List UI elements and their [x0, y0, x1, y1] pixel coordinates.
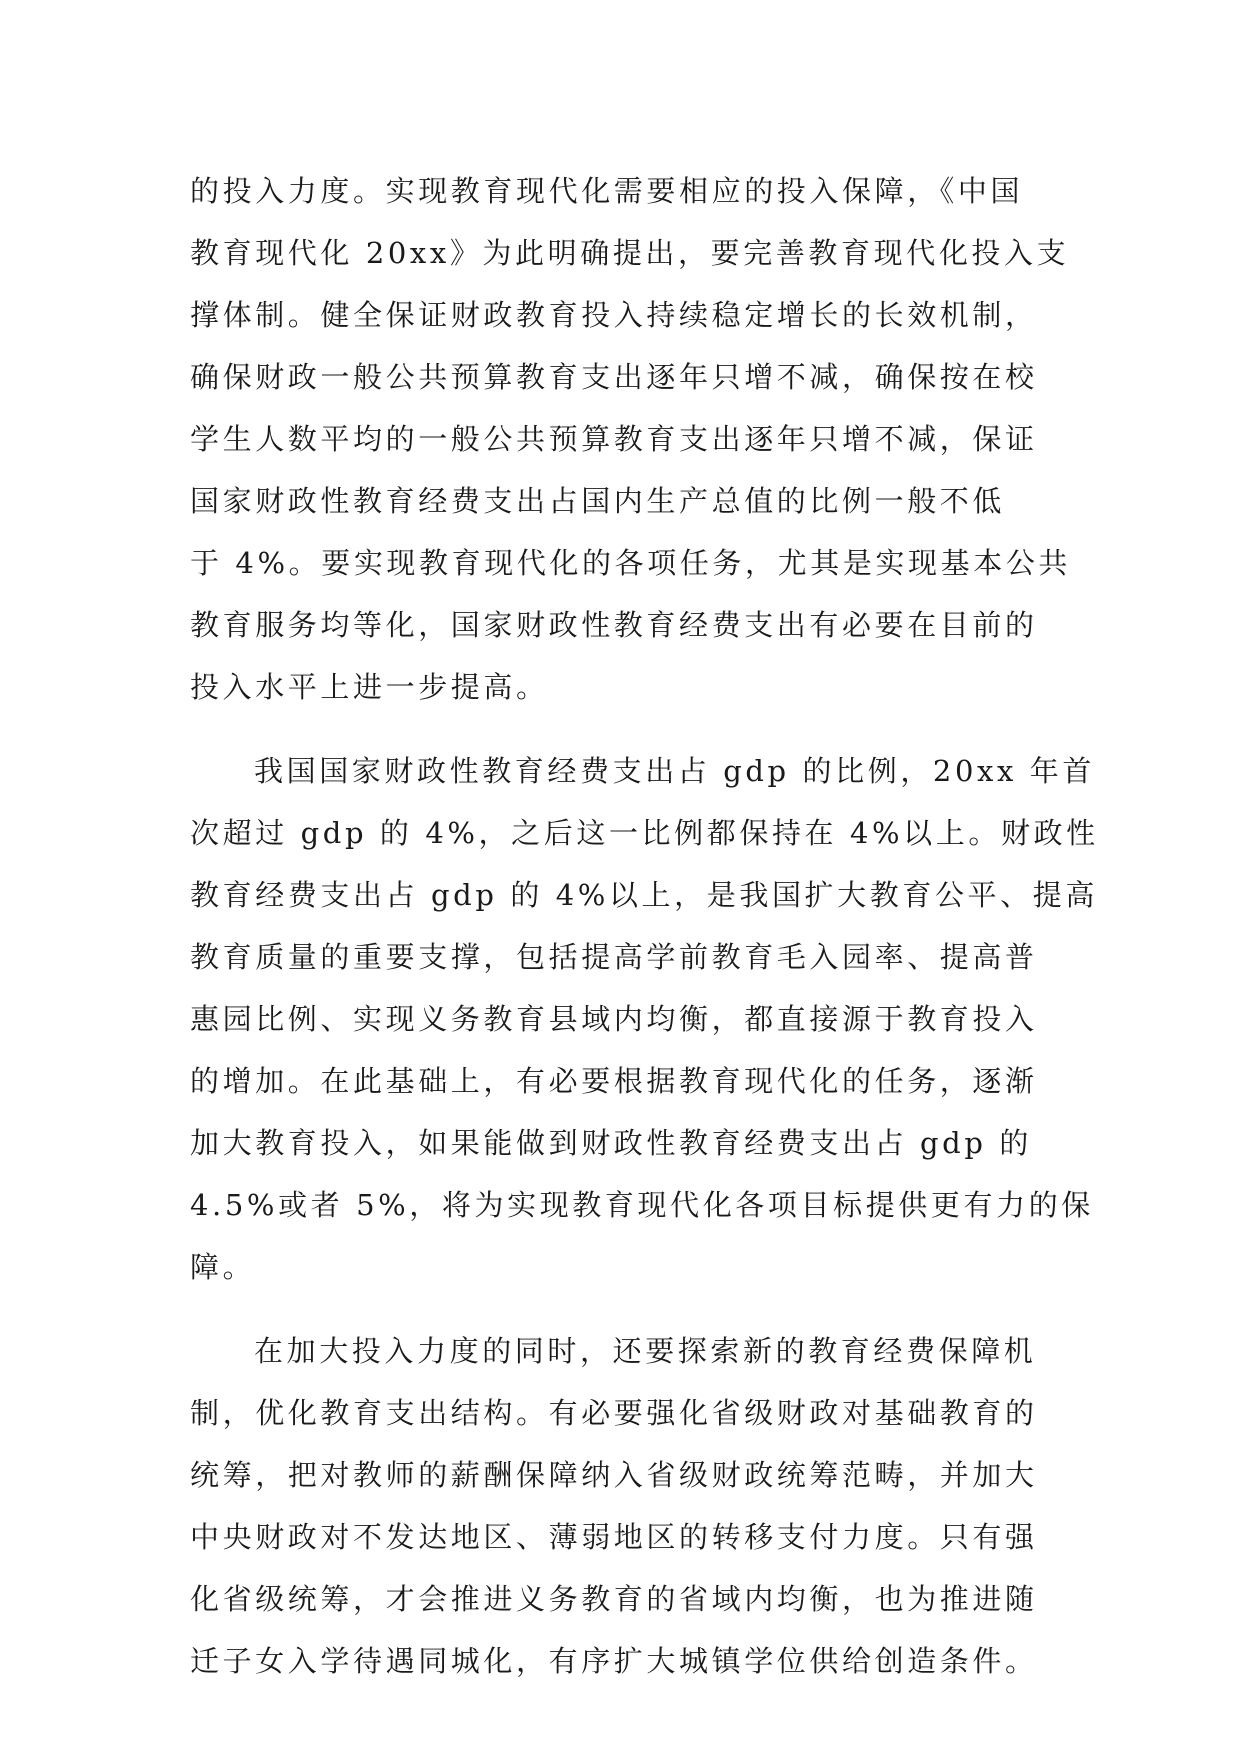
text-line: 我国国家财政性教育经费支出占 gdp 的比例，20xx 年首: [254, 754, 1095, 788]
paragraph-spacer: [190, 718, 1070, 740]
document-body: [190, 160, 1099, 1692]
text-line: 化省级统筹，才会推进义务教育的省域内均衡，也为推进随: [190, 1582, 1038, 1616]
text-line: 国家财政性教育经费支出占国内生产总值的比例一般不低: [190, 484, 1006, 518]
text-line: 教育现代化 20xx》为此明确提出，要完善教育现代化投入支: [190, 236, 1070, 270]
text-line: 教育经费支出占 gdp 的 4%以上，是我国扩大教育公平、提高: [190, 878, 1098, 912]
paragraph-3: [190, 1320, 1070, 1692]
text-line: 于 4%。要实现教育现代化的各项任务，尤其是实现基本公共: [190, 546, 1072, 580]
text-line: 的投入力度。实现教育现代化需要相应的投入保障，《中国: [190, 174, 1024, 208]
paragraph-2: [190, 740, 1099, 1298]
text-line: 障。: [190, 1250, 256, 1284]
text-line: 统筹，把对教师的薪酬保障纳入省级财政统筹范畴，并加大: [190, 1458, 1038, 1492]
text-line: 惠园比例、实现义务教育县域内均衡，都直接源于教育投入: [190, 1002, 1038, 1036]
text-line: 中央财政对不发达地区、薄弱地区的转移支付力度。只有强: [190, 1520, 1038, 1554]
text-line: 迁子女入学待遇同城化，有序扩大城镇学位供给创造条件。: [190, 1644, 1038, 1678]
text-line: 确保财政一般公共预算教育支出逐年只增不减，确保按在校: [190, 360, 1038, 394]
text-line: 在加大投入力度的同时，还要探索新的教育经费保障机: [254, 1334, 1037, 1368]
text-line: 4.5%或者 5%，将为实现教育现代化各项目标提供更有力的保: [190, 1188, 1094, 1222]
text-line: 学生人数平均的一般公共预算教育支出逐年只增不减，保证: [190, 422, 1038, 456]
text-line: 教育质量的重要支撑，包括提高学前教育毛入园率、提高普: [190, 940, 1038, 974]
text-line: 教育服务均等化，国家财政性教育经费支出有必要在目前的: [190, 608, 1038, 642]
text-line: 的增加。在此基础上，有必要根据教育现代化的任务，逐渐: [190, 1064, 1038, 1098]
text-line: 撑体制。健全保证财政教育投入持续稳定增长的长效机制，: [190, 298, 1038, 332]
paragraph-spacer: [190, 1298, 1070, 1320]
text-line: 次超过 gdp 的 4%，之后这一比例都保持在 4%以上。财政性: [190, 816, 1099, 850]
text-line: 加大教育投入，如果能做到财政性教育经费支出占 gdp 的: [190, 1126, 1032, 1160]
text-line: 投入水平上进一步提高。: [190, 670, 549, 704]
paragraph-1: [190, 160, 1070, 718]
text-line: 制，优化教育支出结构。有必要强化省级财政对基础教育的: [190, 1396, 1038, 1430]
